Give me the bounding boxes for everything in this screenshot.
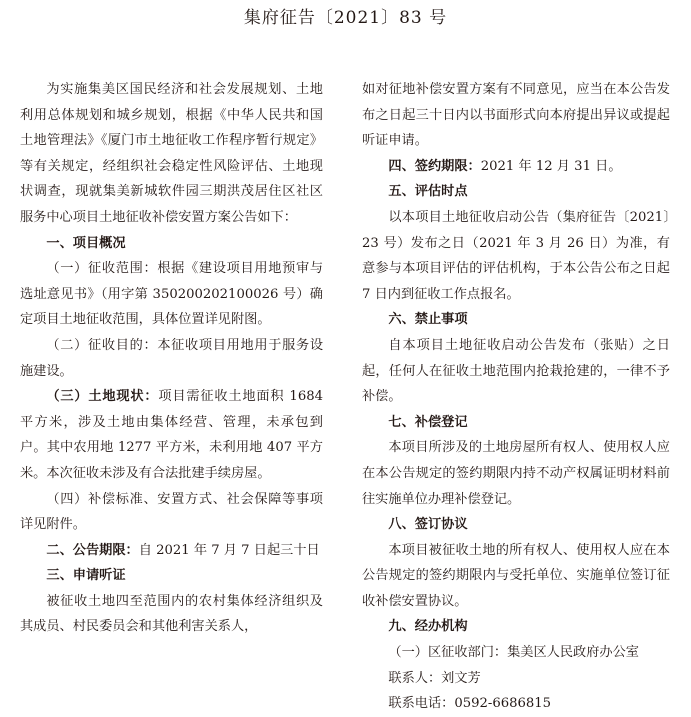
paragraph-valuation-date: 以本项目土地征收启动公告（集府征告〔2021〕23 号）发布之日（2021 年 3 月 26 日）为准，有意参与本项目评估的评估机构，于本公告公布之日起 7 日内到征收工作点报名。 <box>362 209 670 302</box>
text-acquisition-scope: 根据《建设项目用地预审与选址意见书》（用字第 350200202100026 号）确定项目土地征收范围，具体位置详见附图。 <box>20 261 324 328</box>
paragraph-signing-deadline <box>362 154 670 180</box>
section-heading-valuation-date: 五、评估时点 <box>388 184 468 200</box>
lead-land-status: （三）土地现状： <box>46 389 159 405</box>
paragraph-acquisition-purpose <box>20 333 323 384</box>
section-heading-announcement-period: 二、公告期限： <box>46 542 139 558</box>
section-heading-sign-agreement: 八、签订协议 <box>388 517 468 533</box>
text-signing-deadline: 2021 年 12 月 31 日。 <box>480 158 622 174</box>
lead-acquisition-scope: （一）征收范围： <box>46 261 158 277</box>
lead-acquisition-purpose: （二）征收目的： <box>46 337 158 353</box>
text-announcement-period: 自 2021 年 7 月 7 日起三十日 <box>138 542 320 558</box>
right-column <box>362 77 670 717</box>
section-heading-prohibitions: 六、禁止事项 <box>388 312 468 328</box>
section-heading-signing-deadline: 四、签约期限： <box>388 158 481 174</box>
paragraph-land-status <box>20 384 323 486</box>
text-land-status: 项目需征收土地面积 1684 平方米，涉及土地由集体经营、管理，未承包到户。其中农用地 1277 平方米，未利用地 407 平方米。本次征收未涉及有合法批建手续房屋。 <box>20 389 323 481</box>
section-heading-hearing-application: 三、申请听证 <box>46 568 126 584</box>
paragraph-prohibitions: 自本项目土地征收启动公告发布（张贴）之日起，任何人在征收土地范围内抢栽抢建的，一律不予补偿。 <box>362 337 670 405</box>
paragraph-compensation-registration: 本项目所涉及的土地房屋所有权人、使用权人应在本公告规定的签约期限内持不动产权属证明材料前往实施单位办理补偿登记。 <box>362 440 670 507</box>
document-title: 集府征告〔2021〕83 号 <box>243 8 448 28</box>
left-column <box>20 77 323 640</box>
text-acquisition-purpose: 本征收项目用地用于服务设施建设。 <box>20 337 324 379</box>
contact-person: 联系人：刘文芳 <box>388 670 481 686</box>
section-heading-project-overview: 一、项目概况 <box>46 235 126 251</box>
paragraph-compensation-standard: （四）补偿标准、安置方式、社会保障等事项详见附件。 <box>20 491 323 533</box>
contact-phone: 联系电话：0592-6686815 <box>388 696 552 712</box>
paragraph-hearing-continued: 如对征地补偿安置方案有不同意见，应当在本公告发布之日起三十日内以书面形式向本府提出异议或提起听证申请。 <box>362 82 670 149</box>
section-heading-compensation-registration: 七、补偿登记 <box>388 414 468 430</box>
paragraph-announcement-period <box>20 538 323 564</box>
intro-paragraph: 为实施集美区国民经济和社会发展规划、土地利用总体规划和城乡规划，根据《中华人民共和国土地管理法》《厦门市土地征收工作程序暂行规定》等有关规定，经组织社会稳定性风险评估、土地现状调查，现就集美新城软件园三期洪茂居住区社区服务中心项目土地征收补偿安置方案公告如下： <box>20 82 323 225</box>
paragraph-hearing-application: 被征收土地四至范围内的农村集体经济组织及其成员、村民委员会和其他利害关系人， <box>20 593 323 635</box>
paragraph-sign-agreement: 本项目被征收土地的所有权人、使用权人应在本公告规定的签约期限内与受托单位、实施单位签订征收补偿安置协议。 <box>362 542 670 609</box>
paragraph-acquisition-scope <box>20 256 323 333</box>
section-heading-handling-agency: 九、经办机构 <box>388 619 468 635</box>
paragraph-district-department: （一）区征收部门：集美区人民政府办公室 <box>388 645 639 661</box>
